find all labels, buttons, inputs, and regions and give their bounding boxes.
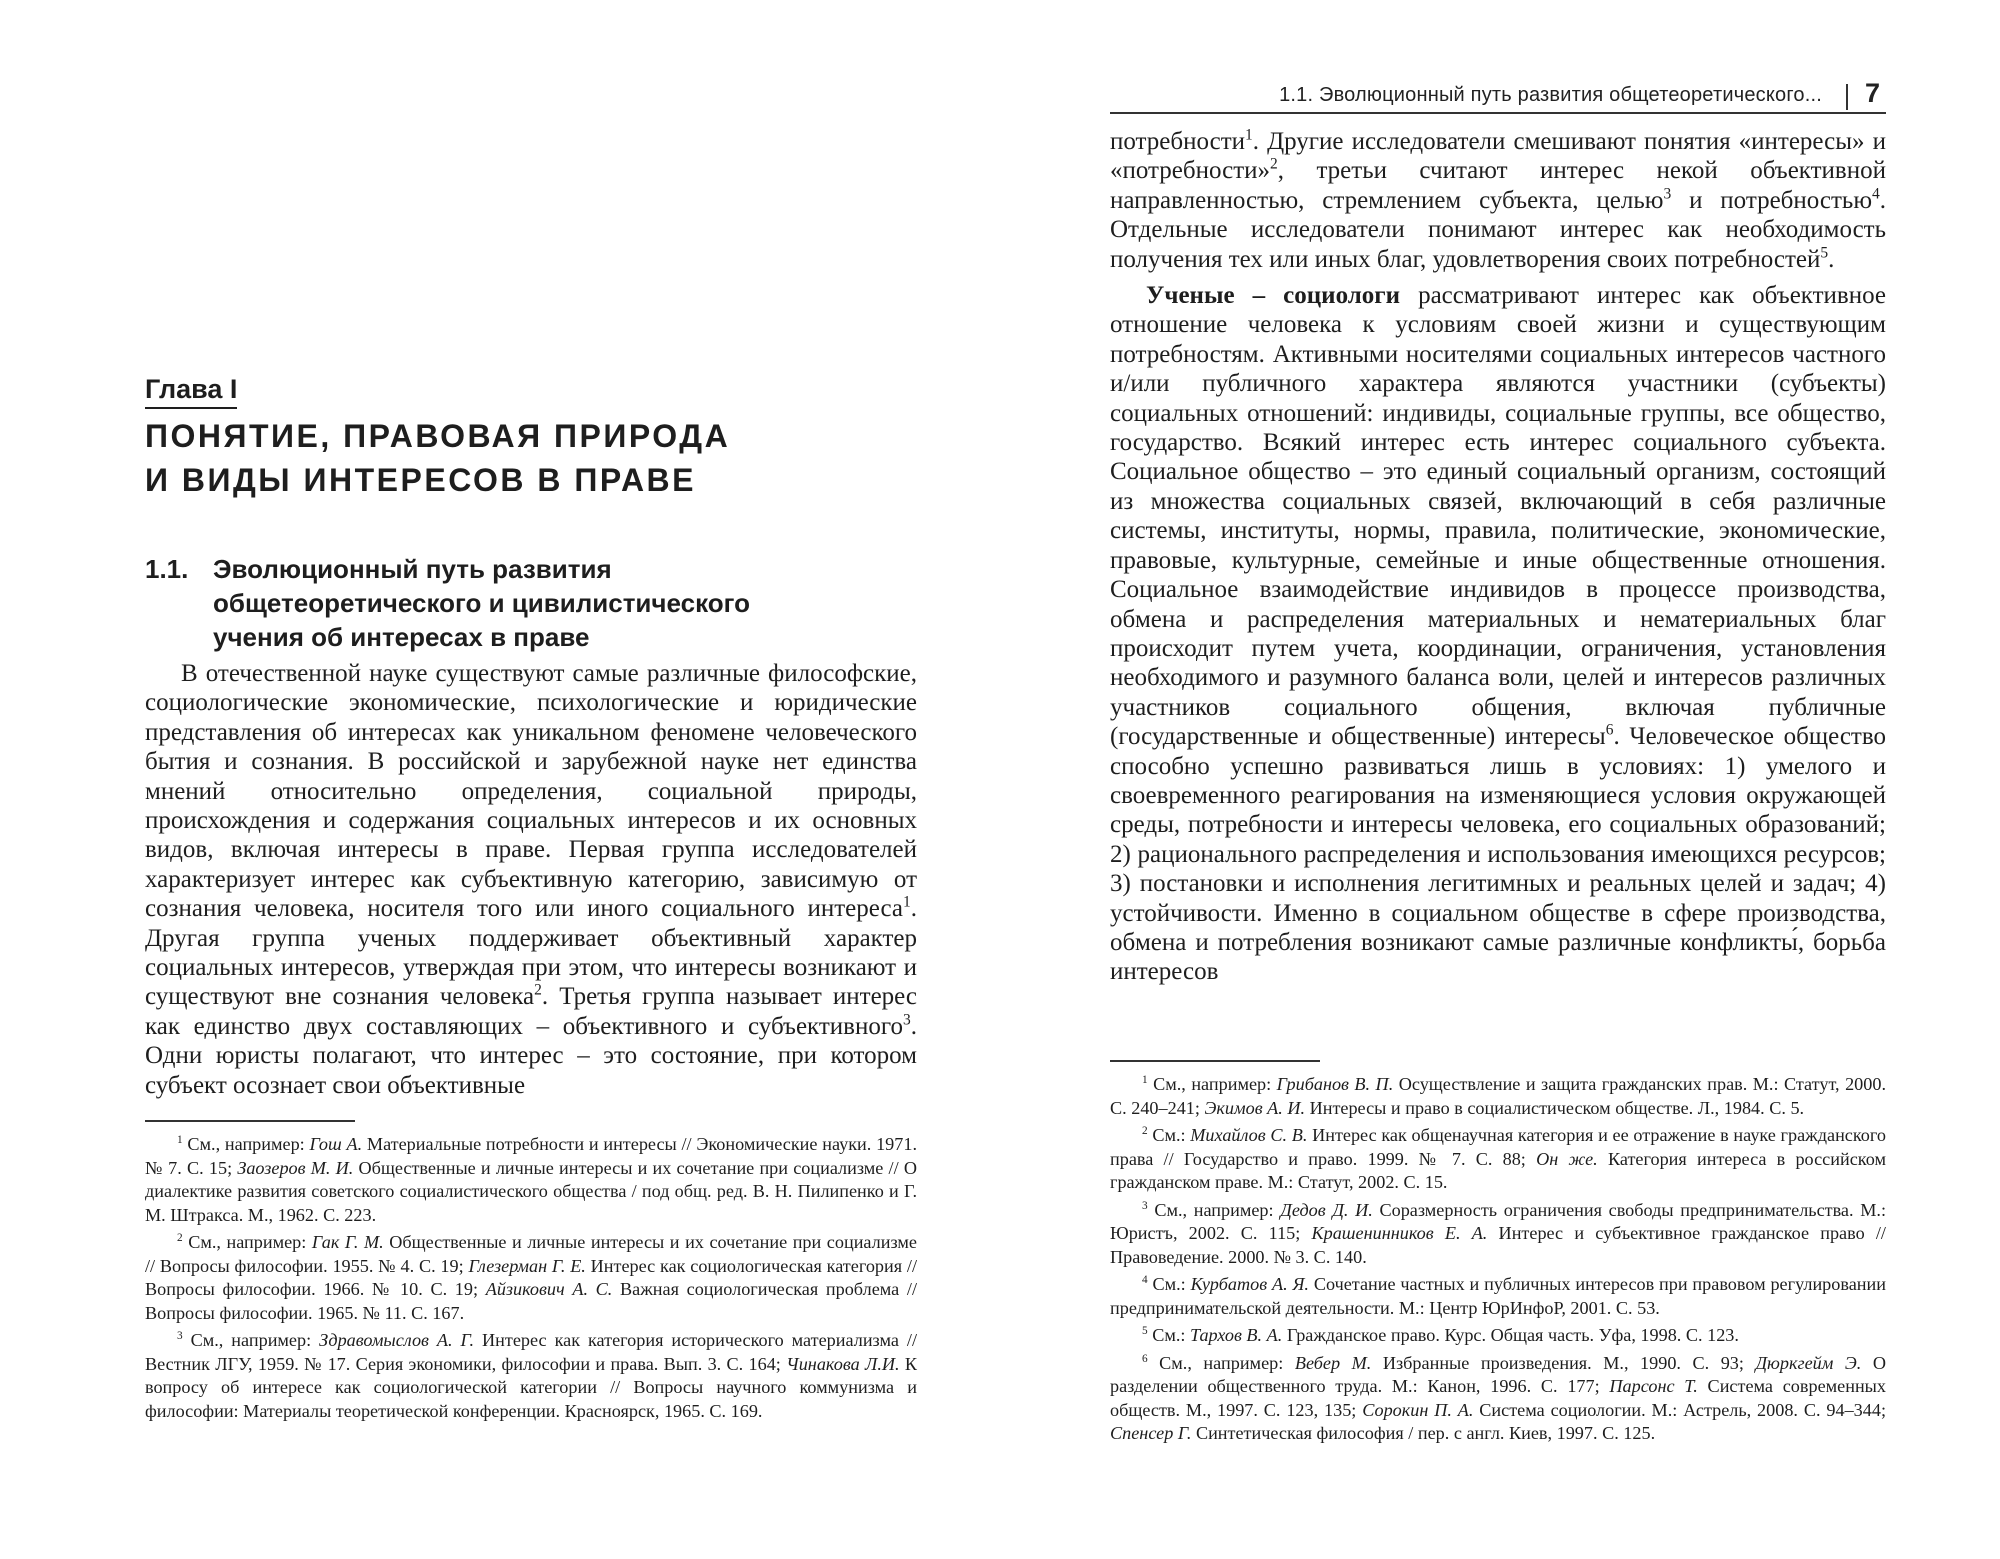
footnote-ref: 3 [903,1011,911,1029]
text-run: и потребностью [1671,186,1872,214]
footnote-author: Экимов А. И. [1204,1097,1306,1118]
page-number: 7 [1864,78,1880,108]
chapter-title-line: И ВИДЫ ИНТЕРЕСОВ В ПРАВЕ [145,462,696,498]
footnote-author: Дедов Д. И. [1280,1199,1373,1220]
footnote-ref: 2 [1270,156,1278,174]
text-run: . Человеческое общество способно успешно развиваться лишь в условиях: 1) умелого и своевременного реагирования на изменяющиеся условия окружающей среды, потребности и интересы человека, его социальных образований; 2) рационального распределения и использования имеющихся ресурсов; 3) постановки и исполнения легитимных и реальных целей и задач; 4) устойчивости. Именно в социальном обществе в сфере производства, обмена и потребления возникают самые различные конфликты́, борьба интересов [1110,723,1886,986]
footnote-text: Важная социологическая проблема // Вопросы философии. 1965. № 11. С. 167. [145,1279,917,1323]
footnote-ref: 2 [534,982,542,1000]
text-run: рассматривают интерес как объективное отношение человека к условиям своей жизни и существующим потребностям. Активными носителями социальных интересов частного и/или публичного характера являются участники (субъекты) социальных отношений: индивиды, социальные группы, все общество, государство. Всякий интерес есть интерес социального субъекта. Социальное общество – это единый социальный организм, состоящий из множества социальных связей, включающий в себя различные системы, институты, нормы, правила, политические, экономические, правовые, культурные, семейные и иные общественные отношения. Социальное взаимодействие индивидов в процессе производства, обмена и распределения материальных и нематериальных благ происходит путем учета, координации, ограничения, установления необходимого и разумного баланса воли, целей и интересов различных участников социального общения, включая публичные (государственные и общественные) интересы [1110,282,1886,751]
footnote-mark: 6 [1142,1352,1148,1365]
footnote-text: Интерес и субъективное гражданское право // Правоведение. 2000. № 3. С. 140. [1110,1223,1886,1267]
left-page [145,0,917,1559]
footnote [145,1231,917,1325]
body-text [145,659,917,1100]
footnote-text: Интерес как общенаучная категория и ее отражение в науке гражданского права // Государство и право. 1999. № 7. С. 88; [1110,1125,1886,1169]
footnote-author: Сорокин П. А. [1362,1399,1474,1420]
footnote-author: Вебер М. [1294,1352,1372,1373]
paragraph [1110,281,1886,987]
footnote-text: Система социологии. М.: Астрель, 2008. С. 94–344; [1473,1399,1886,1420]
footnote-text: Сочетание частных и публичных интересов при правовом регулировании предпринимательской деятельности. М.: Центр ЮрИнфоР, 2001. С. 53. [1110,1274,1886,1318]
footnote-text: Интерес как категория исторического материализма // Вестник ЛГУ, 1959. № 17. Серия экономики, философии и права. Вып. 3. С. 164; [145,1330,918,1374]
section-number: 1.1. [145,554,189,584]
text-run: . Одни юристы полагают, что интерес – это состояние, при котором субъект осознает свои объективные [145,1012,917,1099]
footnote-mark: 5 [1142,1324,1148,1337]
footnote-text: Избранные произведения. М., 1990. С. 93; [1371,1352,1756,1373]
footnote-text: Общественные и личные интересы и их сочетание при социализме // О диалектике развития советского социалистического общества / под общ. ред. В. Н. Пилипенко и Г. М. Штракса. М., 1962. С. 223. [145,1157,917,1225]
footnote [1110,1199,1886,1270]
footnote-mark: 3 [177,1329,183,1342]
running-head-separator [1846,84,1848,110]
footnote-text: Гражданское право. Курс. Общая часть. Уфа, 1998. С. 123. [1282,1325,1739,1345]
footnote-text: Интерес как социологическая категория // Вопросы философии. 1966. № 10. С. 19; [145,1255,917,1299]
footnote-mark: 1 [177,1133,183,1146]
footnote-author: Заозеров М. И. [237,1157,354,1178]
footnote-text: См., например: [182,1232,312,1252]
footnote-text: Система современных обществ. М., 1997. С. 123, 135; [1110,1376,1887,1420]
bold-term: Ученые – социологи [1146,282,1401,310]
footnote-mark: 1 [1142,1073,1148,1086]
footnote-text: См.: [1147,1125,1191,1145]
footnote-text: Категория интереса в российском гражданском праве. М.: Статут, 2002. С. 15. [1110,1148,1886,1192]
footnote [1110,1073,1886,1120]
footnote-mark: 3 [1142,1199,1148,1212]
footnote [1110,1273,1886,1320]
footnote-text: См., например: [182,1134,310,1154]
footnote-mark: 2 [1142,1124,1148,1137]
footnote-divider [1110,1060,1320,1062]
footnotes [145,1133,917,1427]
footnote-text: См., например: [1147,1074,1277,1094]
body-text [1110,127,1886,987]
footnote-text: Осуществление и защита гражданских прав. М.: Статут, 2000. С. 240–241; [1110,1074,1886,1118]
footnote-text: Соразмерность ограничения свободы предпринимательства. М.: Юристъ, 2002. С. 115; [1110,1199,1886,1243]
footnote-text: Материальные потребности и интересы // Экономические науки. 1971. № 7. С. 15; [145,1134,917,1178]
footnote-author: Грибанов В. П. [1276,1074,1394,1094]
footnote-text: К вопросу об интересе как социологической категории // Вопросы научного коммунизма и философии: Материалы теоретической конференции. Красноярск, 1965. С. 169. [145,1353,917,1421]
footnote-ref: 5 [1820,244,1829,262]
running-head-title: 1.1. Эволюционный путь развития общетеоретического... [1279,84,1822,106]
footnote-mark: 4 [1142,1273,1148,1286]
footnote-ref: 1 [903,893,911,911]
right-page [1110,0,1886,1559]
footnote-text: О разделении общественного труда. М.: Канон, 1996. С. 177; [1110,1352,1887,1396]
section-title-line: общетеоретического и цивилистического [213,588,751,618]
footnote-author: Глезерман Г. Е. [468,1255,586,1276]
footnote-mark: 2 [177,1231,183,1244]
paragraph [1110,127,1886,274]
section-title-line: Эволюционный путь развития [213,554,612,584]
text-run: В отечественной науке существуют самые различные философские, социологические экономические, психологические и юридические представления об интересах как уникальном феномене человеческого бытия и сознания. В российской и зарубежной науке нет единства мнений относительно определения, социальной природы, происхождения и содержания социальных интересов и их основных видов, включая интересы в праве. Первая группа исследователей характеризует интерес как субъективную категорию, зависимую от сознания человека, носителя того или иного социального интереса [145,660,917,923]
footnotes [1110,1073,1886,1450]
footnote [145,1133,917,1227]
footnote-text: См.: [1147,1274,1191,1294]
footnote [145,1329,917,1423]
chapter-title-line: ПОНЯТИЕ, ПРАВОВАЯ ПРИРОДА [145,418,731,454]
footnote-author: Дюркгейм Э. [1755,1352,1862,1373]
chapter-title [145,414,845,502]
footnote-author: Здравомыслов А. Г. [319,1330,475,1350]
footnote-ref: 4 [1872,185,1880,203]
section-title-line: учения об интересах в праве [213,622,590,652]
footnote-text: См., например: [182,1330,320,1350]
footnote-text: См., например: [1147,1199,1281,1220]
footnote-author: Спенсер Г. [1110,1423,1192,1443]
chapter-label: Глава I [145,374,237,409]
text-run: . [1828,245,1835,273]
footnote [1110,1352,1886,1446]
footnote-text: Синтетическая философия / пер. с англ. Киев, 1997. С. 125. [1191,1423,1656,1443]
footnote-text: См.: [1147,1325,1190,1345]
footnote-author: Тархов В. А. [1189,1325,1283,1345]
footnote-text: Интересы и право в социалистическом обществе. Л., 1984. С. 5. [1305,1097,1805,1118]
text-run: . Другие исследователи смешивают понятия «интересы» и «потребности» [1110,128,1886,185]
text-run: . Отдельные исследователи понимают интерес как необходимость получения тех или иных благ, удовлетворения своих потребностей [1110,186,1886,273]
footnote-author: Парсонс Т. [1609,1376,1698,1396]
section-title [145,552,845,654]
footnote-text: См., например: [1147,1352,1295,1373]
paragraph [145,659,917,1100]
running-head [1110,78,1886,114]
footnote-ref: 6 [1605,721,1614,739]
footnote-ref: 1 [1245,126,1253,144]
footnote-author: Михайлов С. В. [1190,1125,1308,1145]
footnote-author: Он же. [1536,1148,1598,1169]
footnote [1110,1124,1886,1195]
footnote-ref: 3 [1663,185,1672,203]
footnote-author: Крашенинников Е. А. [1311,1223,1488,1243]
text-run: потребности [1110,128,1245,155]
text-run: . Третья группа называет интерес как единство двух составляющих – объективного и субъективного [145,983,917,1040]
footnote-author: Гош А. [309,1134,363,1154]
footnote-author: Курбатов А. Я. [1190,1274,1309,1294]
text-run: , третьи считают интерес некой объективной направленностью, стремлением субъекта, целью [1110,157,1886,214]
footnote-author: Чинакова Л.И. [786,1353,900,1374]
footnote [1110,1324,1886,1348]
footnote-author: Айзикович А. С. [485,1279,613,1299]
text-run: . Другая группа ученых поддерживает объективный характер социальных интересов, утверждая при этом, что интересы возникают и существуют вне сознания человека [145,895,917,1011]
footnote-author: Гак Г. М. [311,1232,384,1252]
footnote-divider [145,1120,355,1122]
footnote-text: Общественные и личные интересы и их сочетание при социализме // Вопросы философии. 1955. № 4. С. 19; [145,1232,917,1276]
